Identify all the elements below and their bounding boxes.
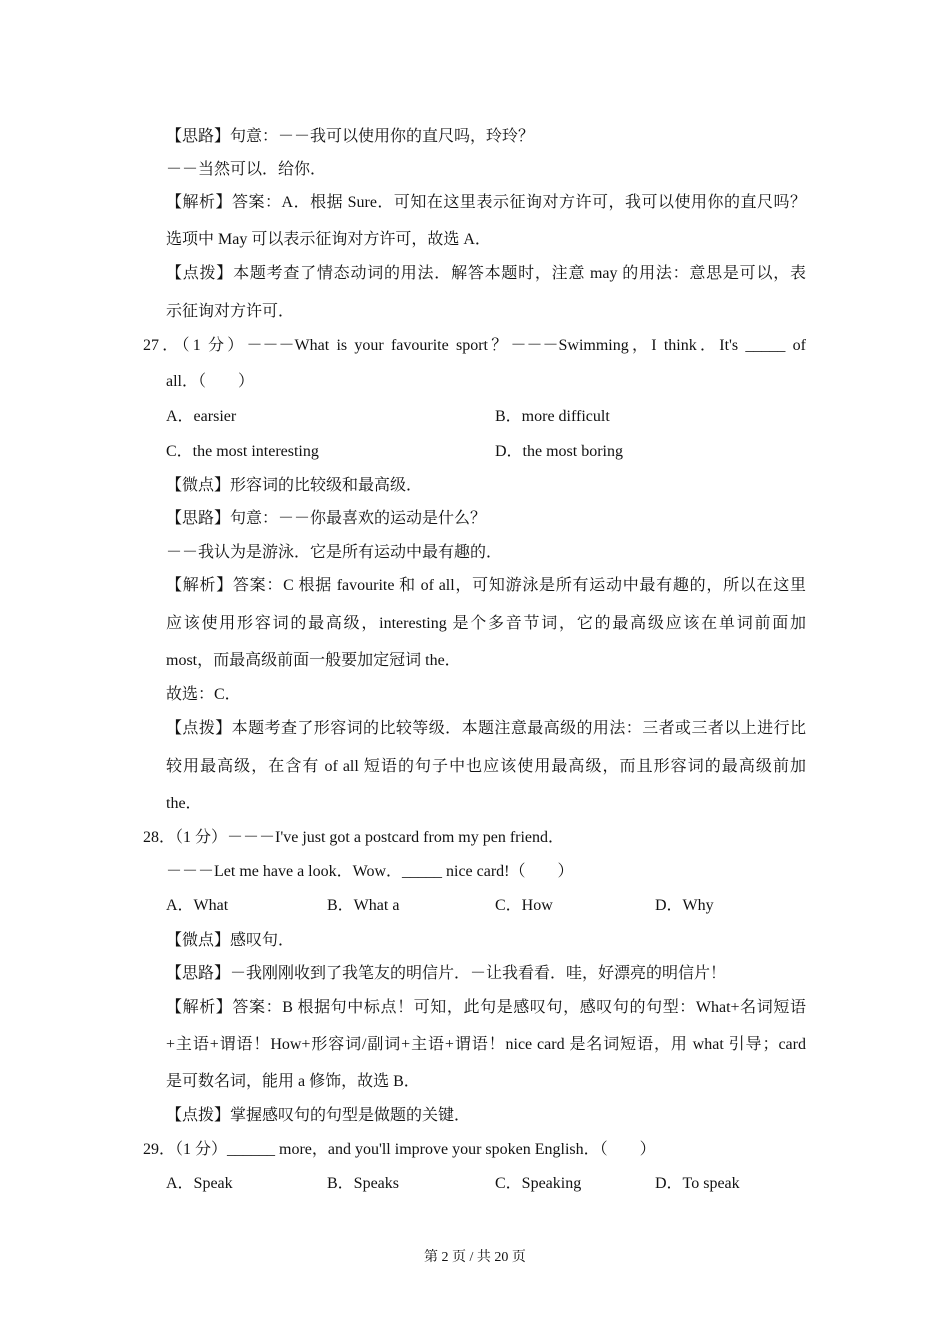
q28-silu: 【思路】－我刚刚收到了我笔友的明信片．－让我看看．哇，好漂亮的明信片！ — [166, 965, 727, 982]
q27-weidian: 【微点】形容词的比较级和最高级． — [166, 477, 423, 494]
q27-option-b: B．more difficult — [495, 408, 610, 425]
q29-option-b: B．Speaks — [327, 1175, 400, 1192]
q26-dianbo-line-1: 【点拨】本题考查了情态动词的用法．解答本题时，注意 may 的用法：意思是可以，表 — [166, 265, 806, 282]
q27-dianbo-line-1: 【点拨】本题考查了形容词的比较等级．本题注意最高级的用法：三者或三者以上进行比 — [166, 720, 806, 737]
q29-option-d: D．To speak — [655, 1175, 740, 1192]
q28-weidian: 【微点】感叹句． — [166, 932, 295, 949]
q28-stem-line-1: 28．（1 分）－－－I've just got a postcard from my pen friend． — [143, 829, 565, 846]
q27-silu-line-1: 【思路】句意：－－你最喜欢的运动是什么？ — [166, 510, 487, 527]
q28-option-a: A．What — [166, 897, 229, 914]
q27-stem-line-2: all．（ ） — [166, 373, 254, 390]
q28-jiexi-line-3: 是可数名词，能用 a 修饰，故选 B． — [166, 1073, 420, 1090]
q27-option-c: C．the most interesting — [166, 443, 319, 460]
q27-silu-line-2: －－我认为是游泳．它是所有运动中最有趣的． — [166, 544, 503, 561]
q26-dianbo-line-2: 示征询对方许可． — [166, 303, 295, 320]
q26-silu-line-1: 【思路】句意：－－我可以使用你的直尺吗，玲玲？ — [166, 128, 535, 145]
q29-option-c: C．Speaking — [495, 1175, 582, 1192]
q27-jiexi-line-4: 故选：C． — [166, 686, 241, 703]
q29-stem: 29．（1 分）______ more，and you'll improve your spoken English．（ ） — [143, 1141, 656, 1158]
q27-jiexi-line-1: 【解析】答案：C 根据 favourite 和 of all，可知游泳是所有运动中最有趣的，所以在这里 — [166, 577, 806, 594]
q27-stem-line-1: 27．（1 分）－－－What is your favourite sport？－－－Swimming，I think．It's _____ of — [143, 337, 806, 354]
q28-jiexi-line-2: +主语+谓语！How+形容词/副词+主语+谓语！nice card 是名词短语，用 what 引导；card — [166, 1036, 806, 1053]
q29-option-a: A．Speak — [166, 1175, 233, 1192]
q28-dianbo: 【点拨】掌握感叹句的句型是做题的关键． — [166, 1107, 471, 1124]
q28-option-d: D．Why — [655, 897, 714, 914]
q27-dianbo-line-3: the． — [166, 795, 202, 812]
q26-jiexi-line-2: 选项中 May 可以表示征询对方许可，故选 A． — [166, 231, 491, 248]
q28-jiexi-line-1: 【解析】答案：B 根据句中标点！可知，此句是感叹句，感叹句的句型：What+名词短语 — [166, 999, 806, 1016]
q26-jiexi-line-1: 【解析】答案：A．根据 Sure．可知在这里表示征询对方许可，我可以使用你的直尺吗？ — [166, 194, 806, 211]
q27-option-d: D．the most boring — [495, 443, 623, 460]
q28-option-b: B．What a — [327, 897, 400, 914]
q27-jiexi-line-3: most，而最高级前面一般要加定冠词 the． — [166, 652, 461, 669]
q27-dianbo-line-2: 较用最高级，在含有 of all 短语的句子中也应该使用最高级，而且形容词的最高级前加 — [166, 758, 806, 775]
page-footer: 第 2 页 / 共 20 页 — [424, 1250, 526, 1265]
q26-silu-line-2: －－当然可以．给你． — [166, 161, 327, 178]
q28-option-c: C．How — [495, 897, 553, 914]
q28-stem-line-2: －－－Let me have a look．Wow．_____ nice card!（ ） — [166, 863, 574, 880]
q27-option-a: A．earsier — [166, 408, 237, 425]
q27-jiexi-line-2: 应该使用形容词的最高级，interesting 是个多音节词，它的最高级应该在单词前面加 — [166, 615, 806, 632]
